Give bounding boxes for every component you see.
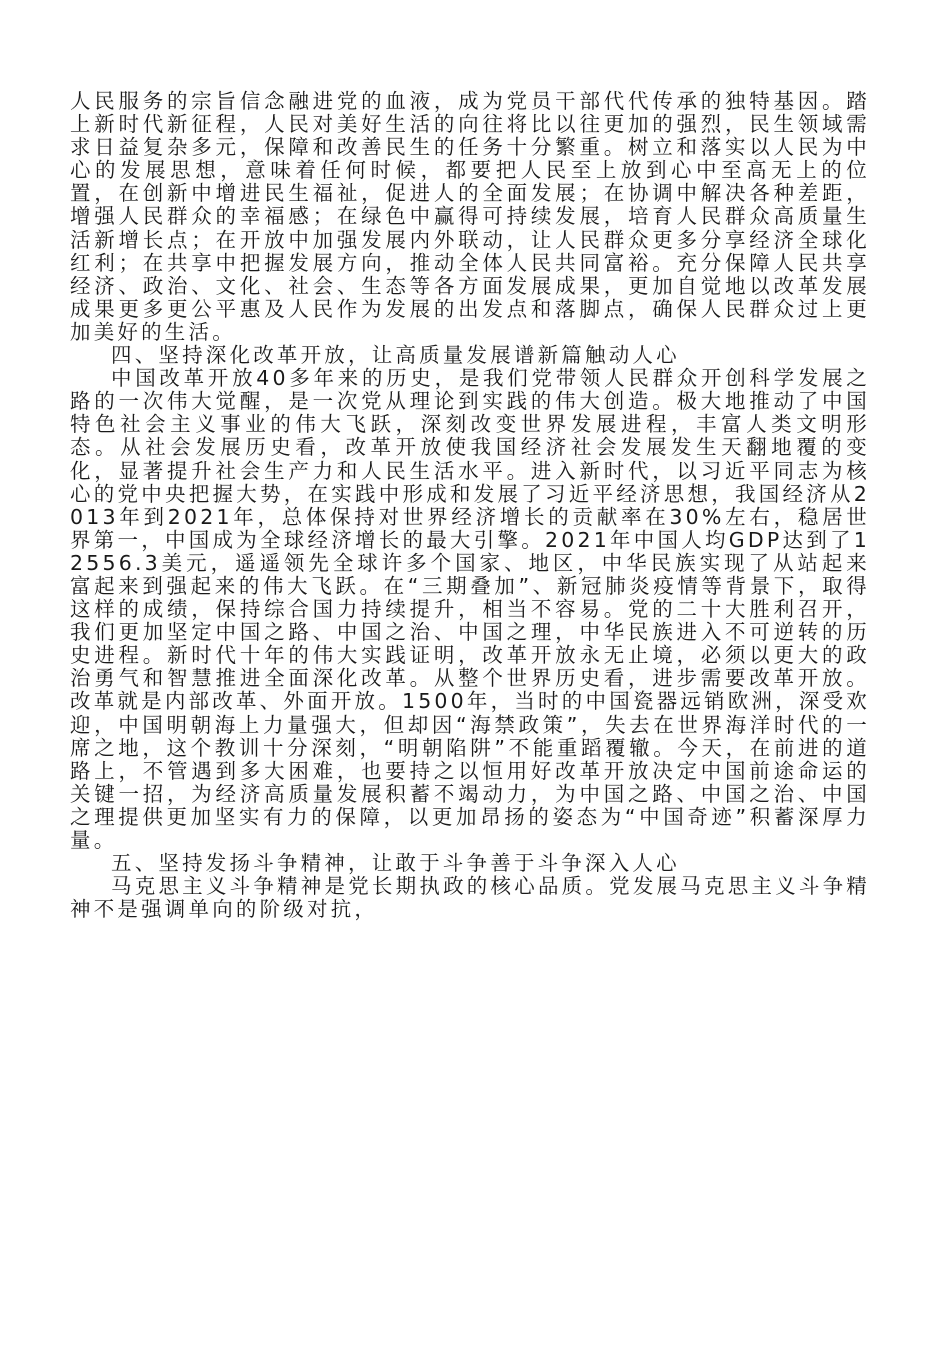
document-body bbox=[70, 90, 870, 921]
section-heading-5: 五、坚持发扬斗争精神，让敢于斗争善于斗争深入人心 bbox=[111, 851, 680, 876]
paragraph-people-centered-development: 人民服务的宗旨信念融进党的血液，成为党员干部代代传承的独特基因。踏上新时代新征程，人民对美好生活的向往将比以往更加的强烈，民生领域需求日益复杂多元，保障和改善民生的任务十分繁重。树立和落实以人民为中心的发展思想，意味着任何时候，都要把人民至上放到心中至高无上的位置，在创新中增进民生福祉，促进人的全面发展；在协调中解决各种差距，增强人民群众的幸福感；在绿色中赢得可持续发展，培育人民群众高质量生活新增长点；在开放中加强发展内外联动，让人民群众更多分享经济全球化红利；在共享中把握发展方向，推动全体人民共同富裕。充分保障人民共享经济、政治、文化、社会、生态等各方面发展成果，更加自觉地以改革发展成果更多更公平惠及人民作为发展的出发点和落脚点，确保人民群众过上更加美好的生活。 bbox=[70, 89, 870, 344]
section-heading-4: 四、坚持深化改革开放，让高质量发展谱新篇触动人心 bbox=[111, 343, 680, 368]
paragraph-struggle-spirit: 马克思主义斗争精神是党长期执政的核心品质。党发展马克思主义斗争精神不是强调单向的阶级对抗， bbox=[70, 874, 870, 922]
paragraph-reform-and-opening: 中国改革开放40多年来的历史，是我们党带领人民群众开创科学发展之路的一次伟大觉醒，是一次党从理论到实践的伟大创造。极大地推动了中国特色社会主义事业的伟大飞跃，深刻改变世界发展进程，丰富人类文明形态。从社会发展历史看，改革开放使我国经济社会发展发生天翻地覆的变化，显著提升社会生产力和人民生活水平。进入新时代，以习近平同志为核心的党中央把握大势，在实践中形成和发展了习近平经济思想，我国经济从2013年到2021年，总体保持对世界经济增长的贡献率在30%左右，稳居世界第一，中国成为全球经济增长的最大引擎。2021年中国人均GDP达到了12556.3美元，遥遥领先全球许多个国家、地区，中华民族实现了从站起来富起来到强起来的伟大飞跃。在“三期叠加”、新冠肺炎疫情等背景下，取得这样的成绩，保持综合国力持续提升，相当不容易。党的二十大胜利召开，我们更加坚定中国之路、中国之治、中国之理，中华民族进入不可逆转的历史进程。新时代十年的伟大实践证明，改革开放永无止境，必须以更大的政治勇气和智慧推进全面深化改革。从整个世界历史看，进步需要改革开放。改革就是内部改革、外面开放。1500年，当时的中国瓷器远销欧洲，深受欢迎，中国明朝海上力量强大，但却因“海禁政策”，失去在世界海洋时代的一席之地，这个教训十分深刻，“明朝陷阱”不能重蹈覆辙。今天，在前进的道路上，不管遇到多大困难，也要持之以恒用好改革开放决定中国前途命运的关键一招，为经济高质量发展积蓄不竭动力，为中国之路、中国之治、中国之理提供更加坚实有力的保障，以更加昂扬的姿态为“中国奇迹”积蓄深厚力量。 bbox=[70, 366, 870, 852]
